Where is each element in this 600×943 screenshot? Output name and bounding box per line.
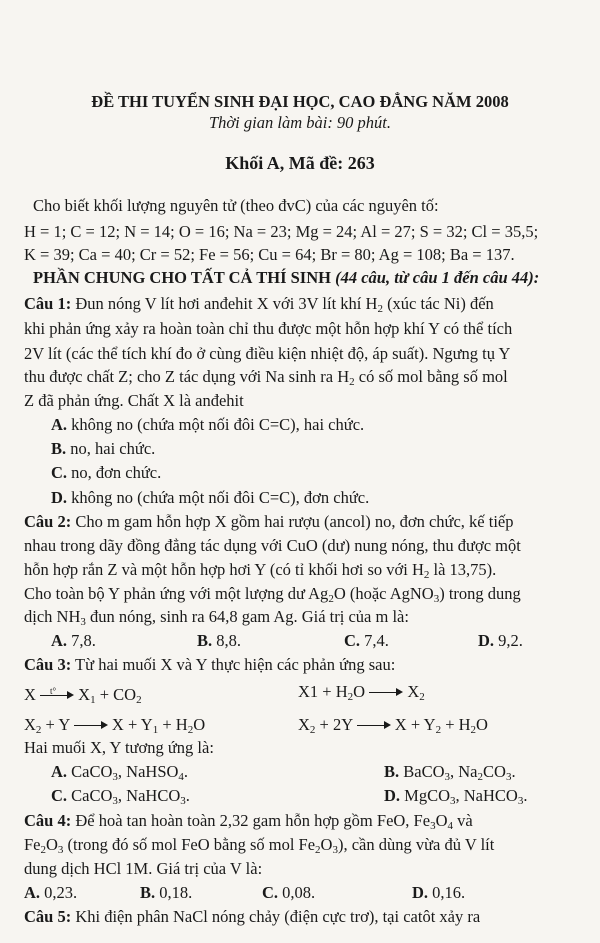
q3-r3-product-c: O [193, 715, 206, 734]
q3-r3-sub-d: 2 [187, 724, 194, 736]
q3-r4-sub-d: 2 [470, 724, 477, 736]
q3-option-b-s3: 3 [505, 771, 512, 783]
q2-sub-4b: 3 [433, 593, 440, 605]
q4-line-3: dung dịch HCl 1M. Giá trị của V là: [24, 859, 263, 878]
q4-option-b[interactable] [140, 883, 192, 903]
q4-sub-2c: 2 [315, 844, 321, 856]
q2-option-c-text: 7,4. [360, 631, 389, 650]
q3-option-a-s1: 3 [112, 771, 118, 783]
q3-option-c-letter: C. [51, 786, 68, 805]
q3-option-d-t1: MgCO [400, 786, 451, 805]
q1-label: Câu 1: [24, 294, 72, 313]
q1-option-c[interactable] [51, 463, 161, 483]
q1-text-4a: thu được chất Z; cho Z tác dụng với Na sinh ra H [24, 367, 350, 386]
q3-option-d-s1: 3 [450, 795, 456, 807]
q3-r4-reactant-a: X [298, 715, 310, 734]
q3-option-b[interactable] [384, 762, 516, 782]
q3-reaction-3 [24, 715, 205, 735]
q4-option-d-text: 0,16. [428, 883, 466, 902]
q3-reaction-1 [24, 685, 142, 705]
q2-sub-5: 3 [80, 616, 86, 628]
q4-text-2d: O [320, 835, 333, 854]
q2-option-c[interactable] [344, 631, 389, 651]
q2-text-3a: hỗn hợp rắn Z và một hỗn hợp hơi Y (có tỉ khối hơi so với H [24, 560, 424, 579]
q4-sub-2d: 3 [332, 844, 338, 856]
q1-option-b-letter: B. [51, 439, 67, 458]
q1-line-3: 2V lít (các thể tích khí đo ở cùng điều kiện nhiệt độ, áp suất). Ngưng tụ Y [24, 344, 511, 363]
q3-option-c-s2: 3 [180, 795, 186, 807]
q4-label: Câu 4: [24, 811, 72, 830]
q1-option-a[interactable] [51, 415, 364, 435]
q4-option-b-letter: B. [140, 883, 156, 902]
q2-text-5b: đun nóng, sinh ra 64,8 gam Ag. Giá trị của m là: [85, 607, 409, 626]
q2-option-d-letter: D. [478, 631, 495, 650]
q3-r2-product: X [407, 682, 420, 701]
atomic-line-2: K = 39; Ca = 40; Cr = 52; Fe = 56; Cu = 64; Br = 80; Ag = 108; Ba = 137. [24, 245, 515, 264]
q4-text-1a: Để hoà tan hoàn toàn 2,32 gam hỗn hợp gồm FeO, Fe [75, 811, 431, 830]
atomic-intro: Cho biết khối lượng nguyên tử (theo đvC) của các nguyên tố: [33, 196, 439, 215]
q1-option-a-letter: A. [51, 415, 68, 434]
q2-sub-3: 2 [423, 569, 430, 581]
q3-option-b-t1: BaCO [399, 762, 445, 781]
q4-option-a-text: 0,23. [40, 883, 78, 902]
q3-r1-product-2: + CO [95, 685, 137, 704]
q3-option-a-letter: A. [51, 762, 68, 781]
q3-r4-sub-c: 2 [435, 724, 442, 736]
q4-option-c[interactable] [262, 883, 315, 903]
q2-text-4b: O (hoặc AgNO [333, 584, 434, 603]
q1-line-1 [24, 294, 494, 314]
exam-block: Khối A, Mã đề: 263 [225, 153, 375, 173]
arrow-icon [74, 721, 108, 731]
q4-option-d-letter: D. [412, 883, 429, 902]
q4-option-b-text: 0,18. [155, 883, 193, 902]
q2-line-1 [24, 512, 514, 532]
q3-option-d-t2: , NaHCO [455, 786, 518, 805]
q3-r4-product-b: + H [441, 715, 471, 734]
q3-r4-product-c: O [476, 715, 488, 734]
q3-r4-reactant-b: + 2Y [315, 715, 353, 734]
q1-option-b-text: no, hai chức. [66, 439, 156, 458]
q3-option-b-t3: CO [483, 762, 506, 781]
q3-r2-reactant-a: X1 + H [298, 682, 348, 701]
q2-text-3b: là 13,75). [429, 560, 497, 579]
q1-sub-4: 2 [349, 376, 355, 388]
q1-option-d-text: không no (chứa một nối đôi C=C), đơn chức. [67, 488, 370, 507]
q4-sub-1b: 4 [447, 820, 453, 832]
q3-r1-condition: t° [50, 686, 57, 697]
q2-text-5a: dịch NH [24, 607, 81, 626]
q4-text-2c: (trong đó số mol FeO bằng số mol Fe [63, 835, 316, 854]
arrow-icon [369, 688, 403, 698]
q4-text-2b: O [46, 835, 58, 854]
q3-r2-sub-c: 2 [419, 691, 425, 703]
q1-text-4b: có số mol bằng số mol [354, 367, 508, 386]
arrow-icon [40, 686, 74, 701]
q4-text-1b: O [435, 811, 448, 830]
q2-line-4 [24, 584, 521, 604]
q4-text-1c: và [452, 811, 473, 830]
q3-option-a[interactable] [51, 762, 188, 782]
q3-option-a-s2: 4 [178, 771, 184, 783]
section-title: PHẦN CHUNG CHO TẤT CẢ THÍ SINH [33, 268, 331, 287]
q3-option-c-t2: , NaHCO [117, 786, 181, 805]
q3-r2-reactant-b: O [353, 682, 366, 701]
q3-r4-sub-a: 2 [309, 724, 316, 736]
q4-option-a[interactable] [24, 883, 77, 903]
q3-r1-sub-2: 2 [136, 694, 142, 706]
q4-sub-2a: 2 [40, 844, 46, 856]
q4-option-c-letter: C. [262, 883, 279, 902]
q3-r3-reactant-a: X [24, 715, 36, 734]
q3-reaction-4 [298, 715, 488, 735]
q2-line-5 [24, 607, 409, 627]
q2-option-d[interactable] [478, 631, 523, 651]
q2-label: Câu 2: [24, 512, 72, 531]
q1-option-d-letter: D. [51, 488, 68, 507]
q1-line-2: khi phản ứng xảy ra hoàn toàn chỉ thu được một hỗn hợp khí Y có thể tích [24, 319, 513, 338]
q2-line-2: nhau trong dãy đồng đẳng tác dụng với CuO (dư) nung nóng, thu được một [24, 536, 521, 555]
q4-line-2 [24, 835, 494, 855]
q3-r3-product-b: + H [158, 715, 188, 734]
q1-option-a-text: không no (chứa một nối đôi C=C), hai chức. [67, 415, 365, 434]
arrow-icon [357, 721, 391, 731]
q3-option-d[interactable] [384, 786, 527, 806]
q4-text-2e: ), cần dùng vừa đủ V lít [337, 835, 495, 854]
q4-line-1 [24, 811, 473, 831]
q3-option-a-t3: . [183, 762, 189, 781]
q2-text-4c: ) trong dung [439, 584, 521, 603]
q3-option-a-t2: , NaHSO [117, 762, 179, 781]
q3-r3-sub-a: 2 [35, 724, 42, 736]
q1-option-b[interactable] [51, 439, 155, 459]
q3-text-1: Từ hai muối X và Y thực hiện các phản ứng sau: [75, 655, 396, 674]
exam-title: ĐỀ THI TUYỂN SINH ĐẠI HỌC, CAO ĐẲNG NĂM 2008 [91, 92, 509, 111]
q3-option-a-t1: CaCO [67, 762, 113, 781]
q2-option-a-letter: A. [51, 631, 68, 650]
q5-line-1 [24, 907, 480, 927]
q2-option-b-text: 8,8. [212, 631, 242, 650]
q2-option-c-letter: C. [344, 631, 361, 650]
q4-option-d[interactable] [412, 883, 465, 903]
q1-option-c-text: no, đơn chức. [67, 463, 162, 482]
q5-text-1: Khi điện phân NaCl nóng chảy (điện cực trơ), tại catôt xảy ra [75, 907, 481, 926]
q3-r1-reactant: X [24, 685, 36, 704]
q5-label: Câu 5: [24, 907, 72, 926]
q3-r1-product-1: X [78, 685, 91, 704]
q2-option-a-text: 7,8. [67, 631, 96, 650]
q1-option-c-letter: C. [51, 463, 68, 482]
q3-option-b-s2: 2 [477, 771, 484, 783]
q2-sub-4a: 2 [328, 593, 334, 605]
q3-option-b-s1: 3 [444, 771, 451, 783]
q4-sub-1a: 3 [430, 820, 436, 832]
q4-text-2a: Fe [24, 835, 41, 854]
q3-option-b-t2: , Na [450, 762, 478, 781]
q2-text-1: Cho m gam hỗn hợp X gồm hai rượu (ancol) no, đơn chức, kế tiếp [75, 512, 514, 531]
exam-time: Thời gian làm bài: 90 phút. [208, 113, 392, 132]
q3-option-b-t4: . [511, 762, 516, 781]
q3-option-c-s1: 3 [112, 795, 118, 807]
q3-option-d-s2: 3 [517, 795, 524, 807]
q3-reaction-2 [298, 682, 425, 702]
q2-option-a[interactable] [51, 631, 96, 651]
q3-r3-sub-c: 1 [152, 724, 159, 736]
q4-sub-2b: 3 [57, 844, 64, 856]
q1-option-d[interactable] [51, 488, 369, 508]
q3-r2-sub-a: 2 [347, 691, 354, 703]
q3-option-b-letter: B. [384, 762, 400, 781]
q3-option-d-t3: . [523, 786, 528, 805]
q3-option-c-t1: CaCO [67, 786, 113, 805]
q3-option-c[interactable] [51, 786, 190, 806]
q2-text-4a: Cho toàn bộ Y phản ứng với một lượng dư Ag [24, 584, 329, 603]
section-heading [33, 268, 539, 288]
q3-label: Câu 3: [24, 655, 72, 674]
q4-option-c-text: 0,08. [278, 883, 316, 902]
q1-line-5: Z đã phản ứng. Chất X là anđehit [24, 391, 244, 410]
q3-option-c-t3: . [185, 786, 190, 805]
q1-line-4 [24, 367, 508, 387]
q3-r3-reactant-b: + Y [41, 715, 70, 734]
q2-line-3 [24, 560, 496, 580]
q4-option-a-letter: A. [24, 883, 41, 902]
q3-option-d-letter: D. [384, 786, 401, 805]
q1-text-1b: (xúc tác Ni) đến [382, 294, 494, 313]
section-note: (44 câu, từ câu 1 đến câu 44): [335, 268, 540, 287]
q3-r4-product-a: X + Y [394, 715, 436, 734]
q1-text-1a: Đun nóng V lít hơi anđehit X với 3V lít khí H [75, 294, 378, 313]
q3-r1-sub-1: 1 [90, 694, 96, 706]
q1-sub-1: 2 [377, 303, 383, 315]
q3-r3-product-a: X + Y [111, 715, 153, 734]
q2-option-d-text: 9,2. [494, 631, 523, 650]
q3-line-2: Hai muối X, Y tương ứng là: [24, 738, 214, 757]
q2-option-b-letter: B. [197, 631, 213, 650]
atomic-line-1: H = 1; C = 12; N = 14; O = 16; Na = 23; Mg = 24; Al = 27; S = 32; Cl = 35,5; [24, 222, 539, 241]
q3-line-1 [24, 655, 395, 675]
q2-option-b[interactable] [197, 631, 241, 651]
